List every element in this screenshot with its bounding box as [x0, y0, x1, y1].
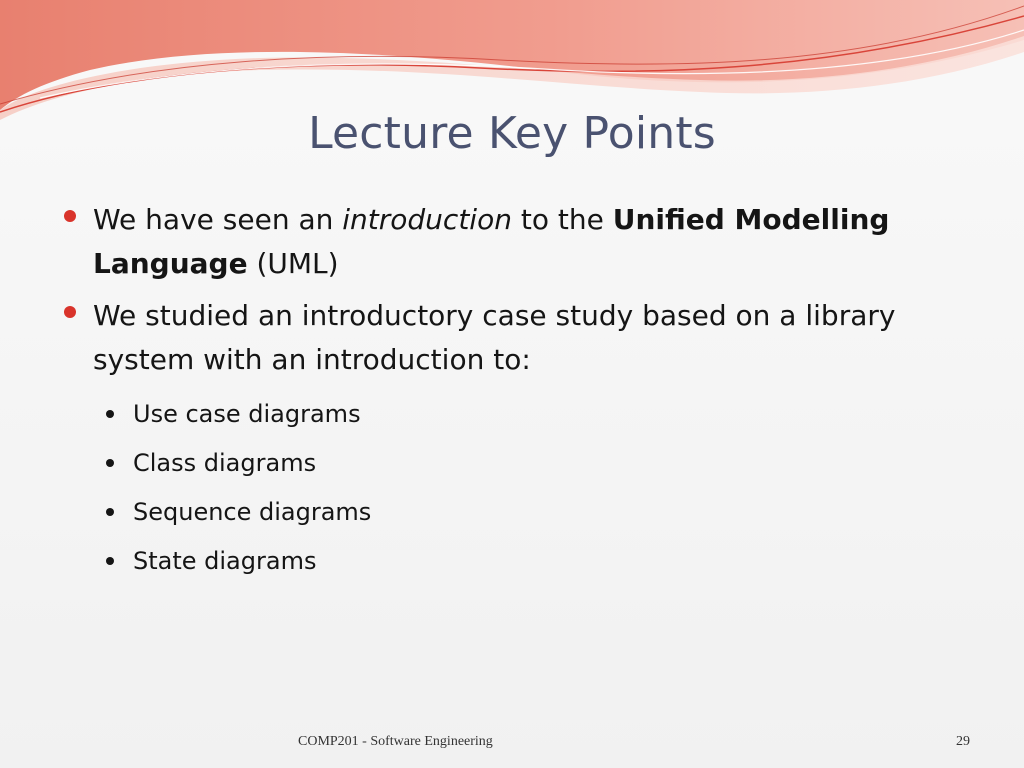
sub-bullet-item	[106, 488, 964, 537]
sub-bullet-icon	[106, 508, 114, 516]
page-number: 29	[956, 734, 970, 749]
bullet-text-part: We have seen an	[93, 203, 343, 236]
sub-bullet-item	[106, 439, 964, 488]
sub-bullet-item	[106, 390, 964, 439]
sub-bullet-text: Sequence diagrams	[133, 498, 372, 526]
sub-bullet-text: Class diagrams	[133, 449, 317, 477]
bullet-item-case-study	[64, 294, 964, 382]
sub-bullet-icon	[106, 410, 114, 418]
sub-bullet-text: Use case diagrams	[133, 400, 361, 428]
bullet-item-uml	[64, 198, 964, 286]
bullet-bold-text: Unified Modelling Language	[93, 203, 890, 280]
bullet-text-part: to the	[511, 203, 613, 236]
sub-bullet-item	[106, 537, 964, 586]
sub-bullet-list	[64, 390, 964, 586]
sub-bullet-icon	[106, 557, 114, 565]
bullet-list	[64, 198, 964, 586]
bullet-icon	[64, 210, 76, 222]
bullet-icon	[64, 306, 76, 318]
footer-course-title: COMP201 - Software Engineering	[298, 734, 493, 749]
sub-bullet-icon	[106, 459, 114, 467]
slide-title: Lecture Key Points	[308, 108, 716, 159]
bullet-text-part: (UML)	[247, 247, 339, 280]
bullet-text: We studied an introductory case study based on a library system with an introduction to:	[93, 299, 896, 376]
bullet-italic-text: introduction	[342, 203, 512, 236]
sub-bullet-text: State diagrams	[133, 547, 317, 575]
